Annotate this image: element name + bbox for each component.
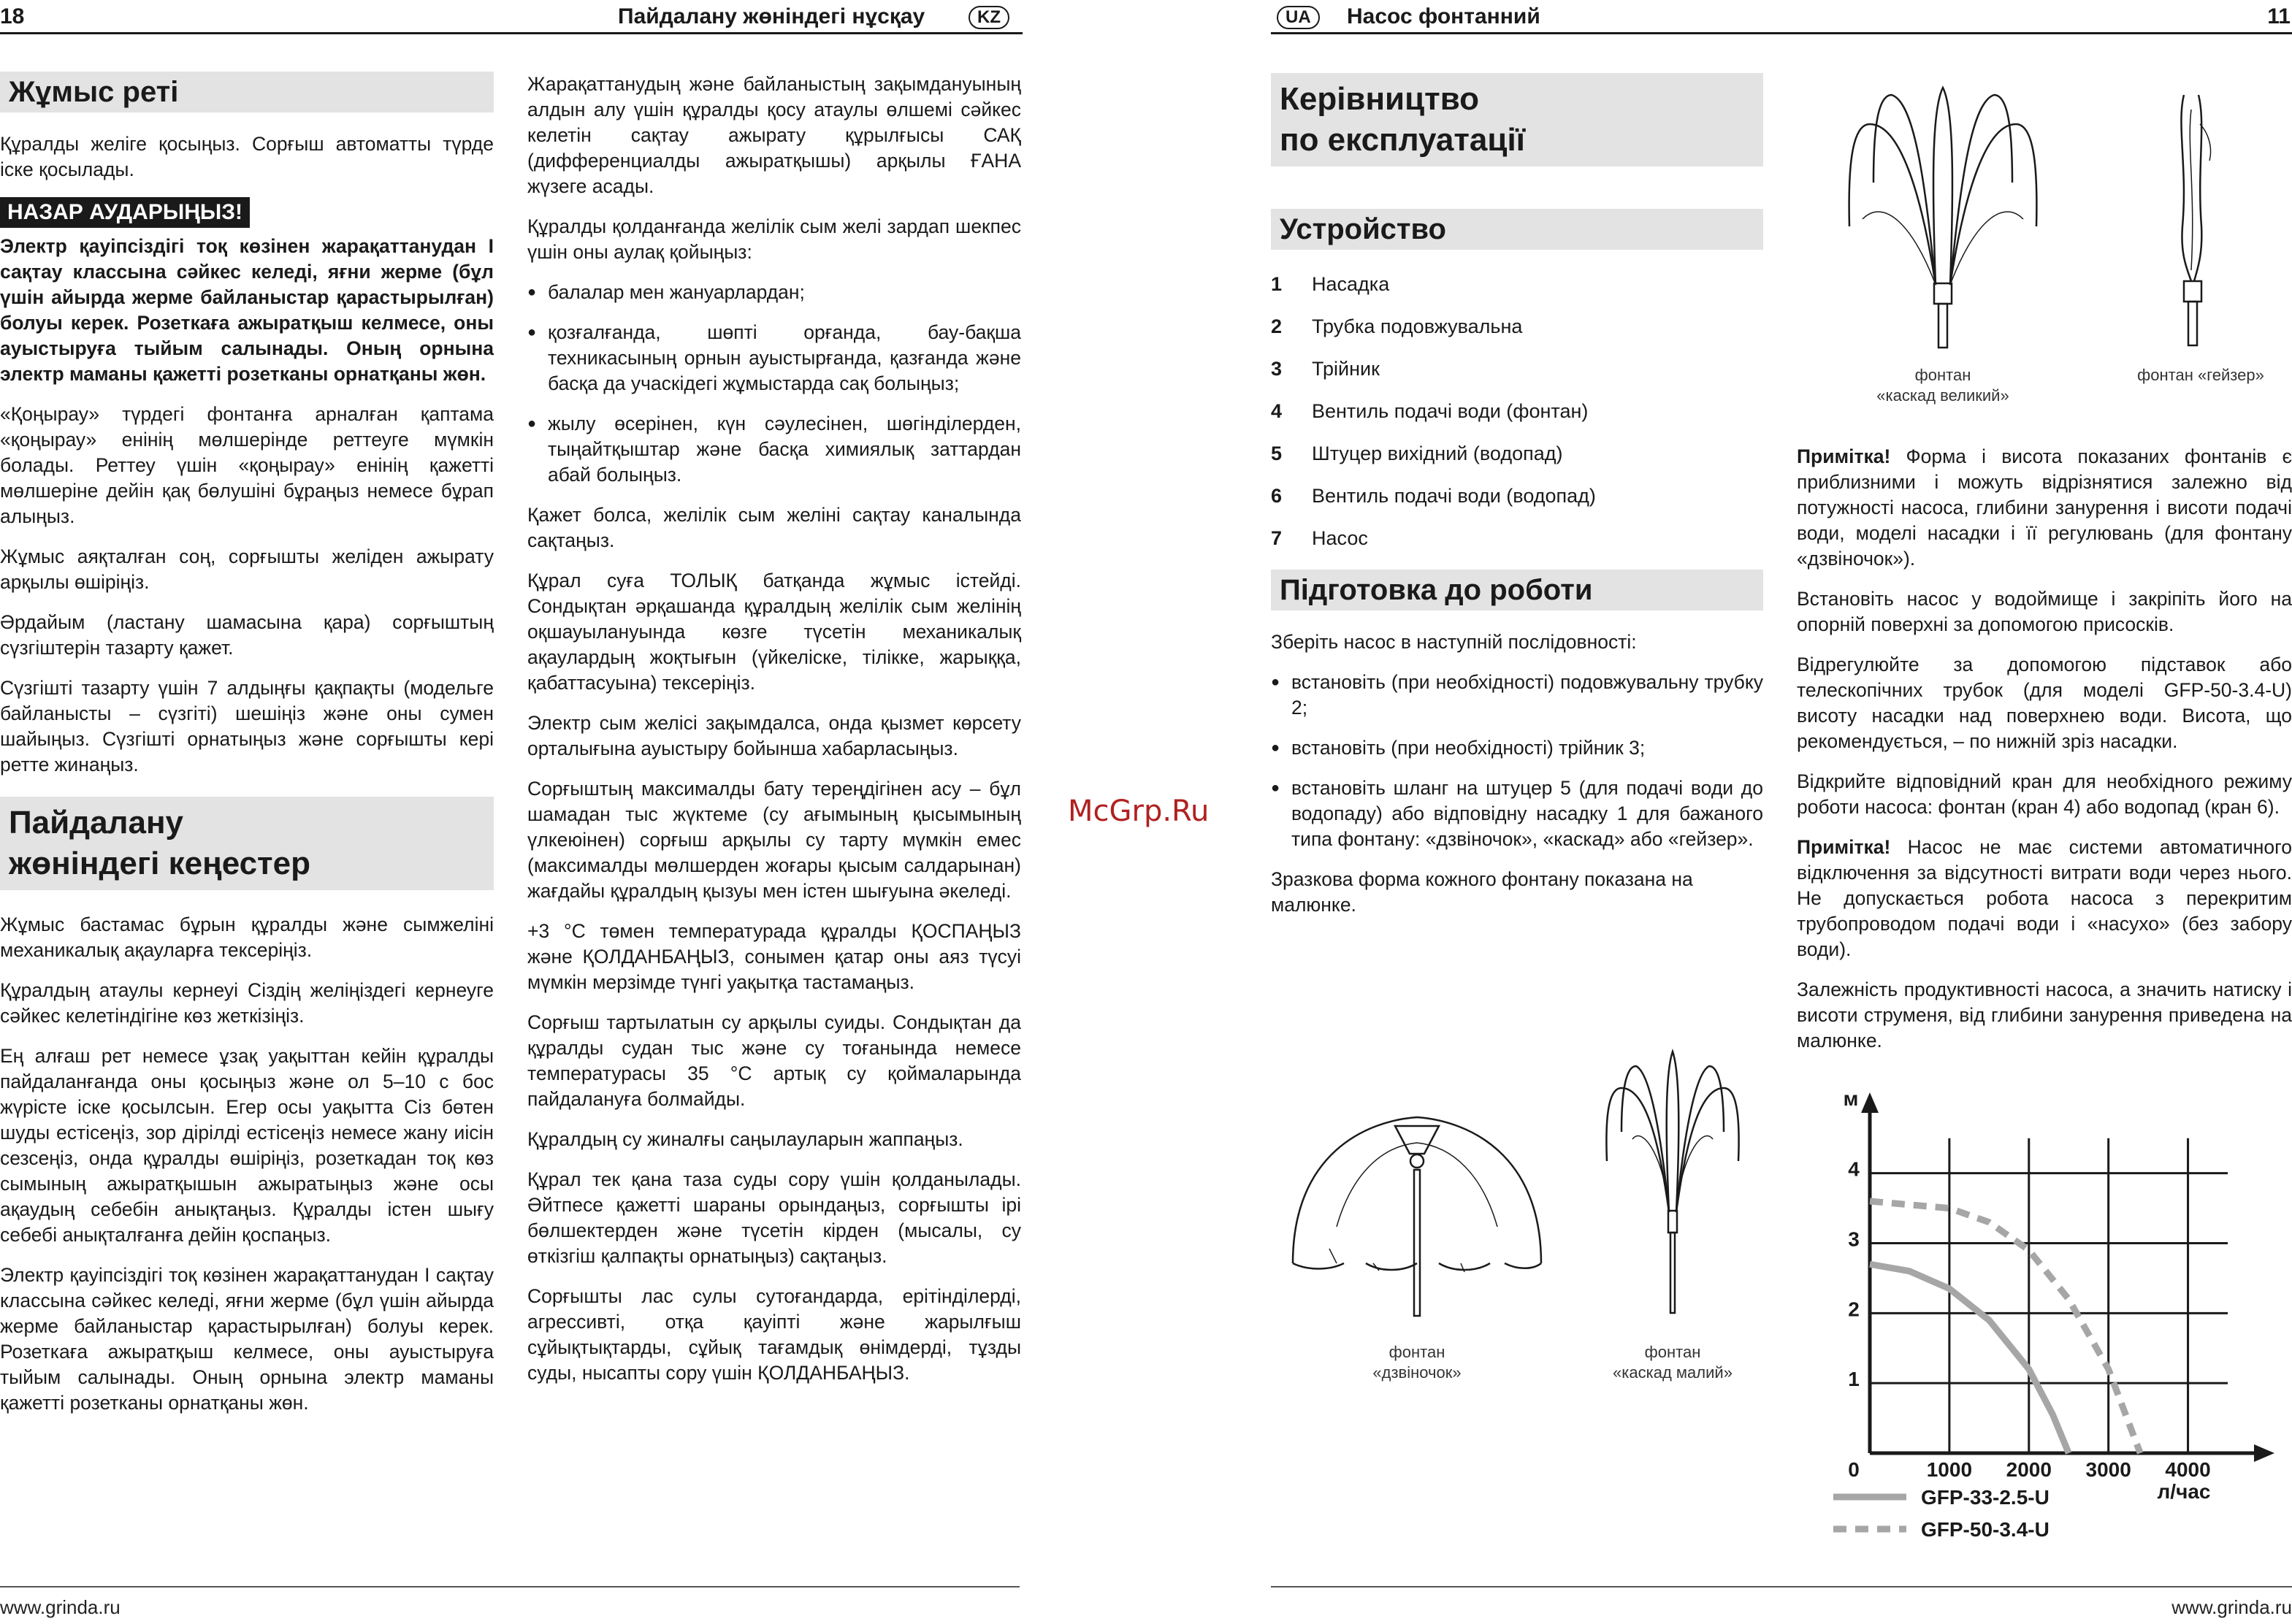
section-heading-line: Пайдалану (9, 805, 184, 840)
part-number: 3 (1271, 358, 1283, 380)
page-title-line: по експлуатації (1280, 122, 1526, 158)
list-item: ● встановіть (при необхідності) трійник 3; (1271, 735, 1763, 761)
caption-line: фонтан (1644, 1343, 1701, 1361)
x-tick-label: 2000 (2006, 1458, 2052, 1481)
paragraph: Жұмыс бастамас бұрын құралды және сымжеліні механикалық ақауларға тексеріңіз. (0, 914, 494, 961)
fountain-illustrations-right (1841, 80, 2279, 358)
paragraph: Зберіть насос в наступній послідовності: (1271, 631, 1637, 653)
paragraph: Электр қауіпсіздігі тоқ көзінен жарақаттанудан I сақтау классына сәйкес келеді, яғни жерме (бұл үшін айырда жерме байланыстар қарастырылған) болуы керек. Розеткаға ажыратқыш келмесе, оны ауыстыруға тыйым салынады. Оның орнына электр маманы қажетті розетканы орнатқаны жөн. (0, 1264, 494, 1414)
series-line (1870, 1201, 2140, 1453)
part-number: 4 (1271, 400, 1283, 422)
x-axis-label: л/час (2157, 1480, 2211, 1503)
right-page (1271, 0, 2292, 1624)
y-tick-label: 4 (1848, 1157, 1860, 1181)
paragraph: «Қоңырау» түрдегі фонтанға арналған қаптама «қоңырау» енінің мөлшерінде реттеуге мүмкін болады. Реттеу үшін «қоңырау» енінің қажетті мөлшеріне дейін қақ бөлушіні бұраңыз немесе бұрап алыңыз. (0, 403, 494, 527)
caption-line: «дзвіночок» (1372, 1363, 1462, 1382)
parts-list-item (1271, 483, 1763, 508)
caption-line: «каскад малий» (1613, 1363, 1733, 1382)
lang-badge: UA (1277, 6, 1320, 29)
x-tick-label: 4000 (2165, 1458, 2211, 1481)
paragraph: Құрал тек қана таза суды сору үшін қолданылады. Әйтпесе қажетті шараны орындаңыз, сорғышты ірі бөлшектерден және түсетін кірден (мысалы, су өткізгіш қалпақты орнатыңыз) сақтаңыз. (527, 1168, 1021, 1267)
right-header (1271, 4, 2292, 29)
left-column-1 (0, 72, 494, 1430)
list-item: ● қозғалғанда, шөпті орғанда, бау-бақша техникасының орнын ауыстырғанда, қазғанда және басқа да учаскідегі жұмыстарда сақ болыңыз; (527, 320, 1021, 397)
caption-line: «каскад великий» (1876, 386, 2009, 405)
footer-rule (0, 1586, 1020, 1587)
parts-list-item (1271, 272, 1763, 296)
x-tick-label: 1000 (1926, 1458, 1973, 1481)
page-number: 11 (2267, 4, 2291, 28)
part-number: 1 (1271, 273, 1283, 295)
paragraph: Құрал суға ТОЛЫҚ батқанда жұмыс істейді. Сондықтан әрқашанда құралдың желілік сым желінің оқшауылануында көзге түсетін механикалық ақаулардың жоқтығын (үйкеліске, тілікке, жарыққа, қабаттасуына) тексеріңіз. (527, 570, 1021, 694)
left-header (0, 4, 1023, 29)
list-item: ● встановіть (при необхідності) подовжувальну трубку 2; (1271, 670, 1763, 721)
part-number: 5 (1271, 443, 1283, 464)
watermark: McGrp.Ru (1068, 794, 1210, 828)
footer-url[interactable]: www.grinda.ru (2171, 1596, 2292, 1618)
lang-badge: KZ (969, 6, 1009, 29)
right-column-2 (1797, 444, 2292, 1068)
part-number: 7 (1271, 527, 1283, 549)
paragraph: Сүзгішті тазарту үшін 7 алдыңғы қақпақты (модельге байланысты – сүзгіті) шешіңіз және оны сумен шайыңыз. Сүзгішті орнатыңыз және сорғышты кері ретте жинаңыз. (0, 677, 494, 775)
header-rule (0, 32, 1023, 34)
paragraph: Встановіть насос у водоймище і закріпіть його на опорній поверхні за допомогою присосків. (1797, 588, 2292, 635)
section-heading: Жұмыс реті (0, 72, 494, 112)
section-heading (0, 797, 494, 890)
footer-rule (1271, 1586, 2292, 1587)
figure-caption: фонтан «гейзер» (2137, 366, 2264, 384)
x-axis-arrow (2254, 1444, 2274, 1462)
parts-list-item (1271, 399, 1763, 424)
paragraph: Әрдайым (ластану шамасына қара) сорғыштың сүзгіштерін тазарту қажет. (0, 611, 494, 659)
legend-label: GFP-50-3.4-U (1921, 1518, 2050, 1541)
paragraph: Відкрийте відповідний кран для необхідного режиму роботи насоса: фонтан (кран 4) або водопад (кран 6). (1797, 770, 2292, 818)
figure-caption (1344, 1342, 1490, 1383)
performance-chart (1826, 1088, 2292, 1555)
note-text: Насос не має системи автоматичного відключення за відсутності витрати води через нього. Не допускається робота насоса з перекритим трубопроводом подачі води і «насухо» (без забору води). (1797, 836, 2292, 960)
paragraph: Құралды желіге қосыңыз. Сорғыш автоматты түрде іске қосылады. (0, 133, 494, 180)
paragraph: Жарақаттанудың және байланыстың зақымдануының алдын алу үшін құралды қосу атаулы өлшемі сәйкес келетін сақтау ажырату құрылғысы САҚ (дифференциалды ажыратқышы) арқылы ҒАНА жүзеге асады. (527, 73, 1021, 197)
header-title: Пайдалану жөніндегі нұсқау (618, 4, 925, 28)
fountain-illustrations-left (1286, 1044, 1760, 1329)
page-number: 18 (0, 4, 25, 28)
paragraph: Сорғыш тартылатын су арқылы суиды. Сондықтан да құралды судан тыс және су тоғанында немесе температурасы 35 °C артық су қоймаларында пайдалануға болмайды. (527, 1011, 1021, 1110)
parts-list-item (1271, 441, 1763, 466)
y-tick-label: 2 (1848, 1298, 1860, 1321)
section-heading-line: жөніндегі кеңестер (9, 846, 310, 881)
bullet-list (527, 280, 1021, 488)
page-title-line: Керівництво (1280, 81, 1480, 117)
warning-text: Электр қауіпсіздігі тоқ көзінен жарақаттанудан I сақтау классына сәйкес келеді, яғни жерме (бұл үшін айырда жерме байланыстар қарастырылған) болуы керек. Розеткаға ажыратқыш келмесе, оны ауыстыруға тыйым салынады. Оның орнына электр маманы қажетті розетканы орнатқаны жөн. (0, 235, 494, 385)
paragraph: Залежність продуктивності насоса, а значить натиску і висоти струменя, від глибини занурення приведена на малюнке. (1797, 978, 2292, 1052)
paragraph: Жұмыс аяқталған соң, сорғышты желіден ажырату арқылы өшіріңіз. (0, 545, 494, 593)
caption-line: фонтан (1914, 366, 1971, 384)
paragraph: Құралды қолданғанда желілік сым желі зардап шекпес үшін оны аулақ қойыңыз: (527, 215, 1021, 263)
paragraph: Сорғыштың максималды бату тереңдігінен асу – бұл шамадан тыс жүктеме (су ағымының қысымының үлкеюінен) сорғыш арқылы су тарту мүмкін емес (максималды мөлшерден жоғары қысым салдарынан) жағдайы құралдың қызуы мен істен шығуына әкеледі. (527, 778, 1021, 902)
y-tick-label: 1 (1848, 1368, 1860, 1391)
paragraph: +3 °C төмен температурада құралды ҚОСПАҢЫЗ және ҚОЛДАНБАҢЫЗ, сонымен қатар оны аяз түсуі мүмкін мерзімде түнгі уақытқа тастамаңыз. (527, 920, 1021, 993)
part-label: Вентиль подачі води (водопад) (1312, 485, 1596, 507)
list-item: ● встановіть шланг на штуцер 5 (для подачі води до водопаду) або відповідну насадку 1 для бажаного типа фонтану: «дзвіночок», «каскад» або «гейзер». (1271, 775, 1763, 852)
paragraph: Ең алғаш рет немесе ұзақ уақыттан кейін құралды пайдаланғанда оны қосыңыз және ол 5–10 с бос жүрісте іске қосылсын. Егер осы уақытта Сіз бөтен шуды естісеңіз, зор дірілді естісеңіз немесе жану иісін сезсеңіз, онда құралды өшіріңіз, розеткадан тоқ көз сымының ажыратқышын ажыратыңыз және осы ақаудың себебін анықтаңыз. Құралды істен шығу себебі анықталғанға дейін қоспаңыз. (0, 1045, 494, 1246)
y-axis-arrow (1861, 1092, 1879, 1113)
note-label: Примітка! (1797, 836, 1891, 858)
part-label: Трубка подовжувальна (1312, 315, 1523, 337)
parts-list-item (1271, 314, 1763, 339)
small-cascade-fountain-icon (1606, 1052, 1738, 1313)
page-title (1271, 73, 1763, 166)
paragraph: Құралдың атаулы кернеуі Сіздің желіңіздегі кернеуге сәйкес келетіндігіне көз жеткізіңіз. (0, 979, 494, 1027)
x-tick-label: 0 (1848, 1458, 1860, 1481)
paragraph (1797, 835, 2292, 962)
bell-fountain-icon (1293, 1117, 1541, 1316)
paragraph: Зразкова форма кожного фонтану показана на малюнке. (1271, 868, 1693, 916)
section-heading: Устройство (1271, 209, 1763, 250)
list-item: ● жылу өсерінен, күн сәулесінен, шөгінділерден, тыңайтқыштар және басқа химиялық заттардан абай болыңыз. (527, 411, 1021, 488)
footer-url[interactable]: www.grinda.ru (0, 1596, 121, 1618)
x-tick-label: 3000 (2085, 1458, 2131, 1481)
left-column-2 (527, 72, 1021, 1401)
figure-caption (1592, 1342, 1753, 1383)
note-text: Форма і висота показаних фонтанів є приблизними і можуть відрізнятися залежно від потужності насоса, глибини занурення і висоти подачі води, моделі насадки і її регулювань (для фонтану «дзвіночок»). (1797, 445, 2292, 570)
big-cascade-fountain-icon (1849, 88, 2037, 348)
right-column-1 (1271, 73, 1763, 932)
paragraph: Відрегулюйте за допомогою підставок або телескопічних трубок (для моделі GFP-50-3.4-U) висоту насадки над поверхнею води. Висота, що рекомендується, – по нижній зріз насадки. (1797, 654, 2292, 752)
paragraph: Қажет болса, желілік сым желіні сақтау каналында сақтаңыз. (527, 504, 1021, 551)
part-label: Вентиль подачі води (фонтан) (1312, 400, 1589, 422)
section-heading: Підготовка до роботи (1271, 570, 1763, 610)
paragraph (1797, 444, 2292, 572)
part-label: Насадка (1312, 273, 1390, 295)
geyser-fountain-icon (2181, 95, 2210, 345)
legend-label: GFP-33-2.5-U (1921, 1486, 2050, 1509)
paragraph: Сорғышты лас сулы сутоғандарда, ерітінділерді, агрессивті, отқа қауіпті және жарылғыш сұйықтықтарды, сұйық тағамдық өнімдерді, тұзды суды, нысапты сору үшін ҚОЛДАНБАҢЫЗ. (527, 1285, 1021, 1384)
parts-list-item (1271, 526, 1763, 551)
part-label: Штуцер вихідний (водопад) (1312, 443, 1563, 464)
chart-labels (1844, 1088, 2211, 1503)
header-title: Насос фонтанний (1347, 4, 1540, 28)
part-label: Трійник (1312, 358, 1380, 380)
part-number: 6 (1271, 485, 1283, 507)
caption-line: фонтан (1388, 1343, 1445, 1361)
parts-list (1271, 272, 1763, 551)
warning-label: НАЗАР АУДАРЫҢЫЗ! (0, 197, 250, 228)
left-page (0, 0, 1023, 1624)
paragraph: Құралдың су жиналғы саңылауларын жаппаңыз. (527, 1128, 963, 1150)
header-rule (1271, 32, 2292, 34)
note-label: Примітка! (1797, 445, 1891, 467)
chart-legend (1833, 1486, 2050, 1541)
figure-caption (1848, 365, 2038, 406)
chart-series (1870, 1201, 2140, 1453)
list-item: ● балалар мен жануарлардан; (527, 280, 1021, 305)
y-axis-label: м (1843, 1088, 1859, 1110)
y-tick-label: 3 (1848, 1227, 1860, 1251)
part-number: 2 (1271, 315, 1283, 337)
part-label: Насос (1312, 527, 1368, 549)
series-line (1870, 1264, 2068, 1453)
bullet-list (1271, 670, 1763, 852)
parts-list-item (1271, 356, 1763, 381)
paragraph: Электр сым желісі зақымдалса, онда қызмет көрсету орталығына ауыстыру бойынша хабарласыңыз. (527, 712, 1021, 759)
